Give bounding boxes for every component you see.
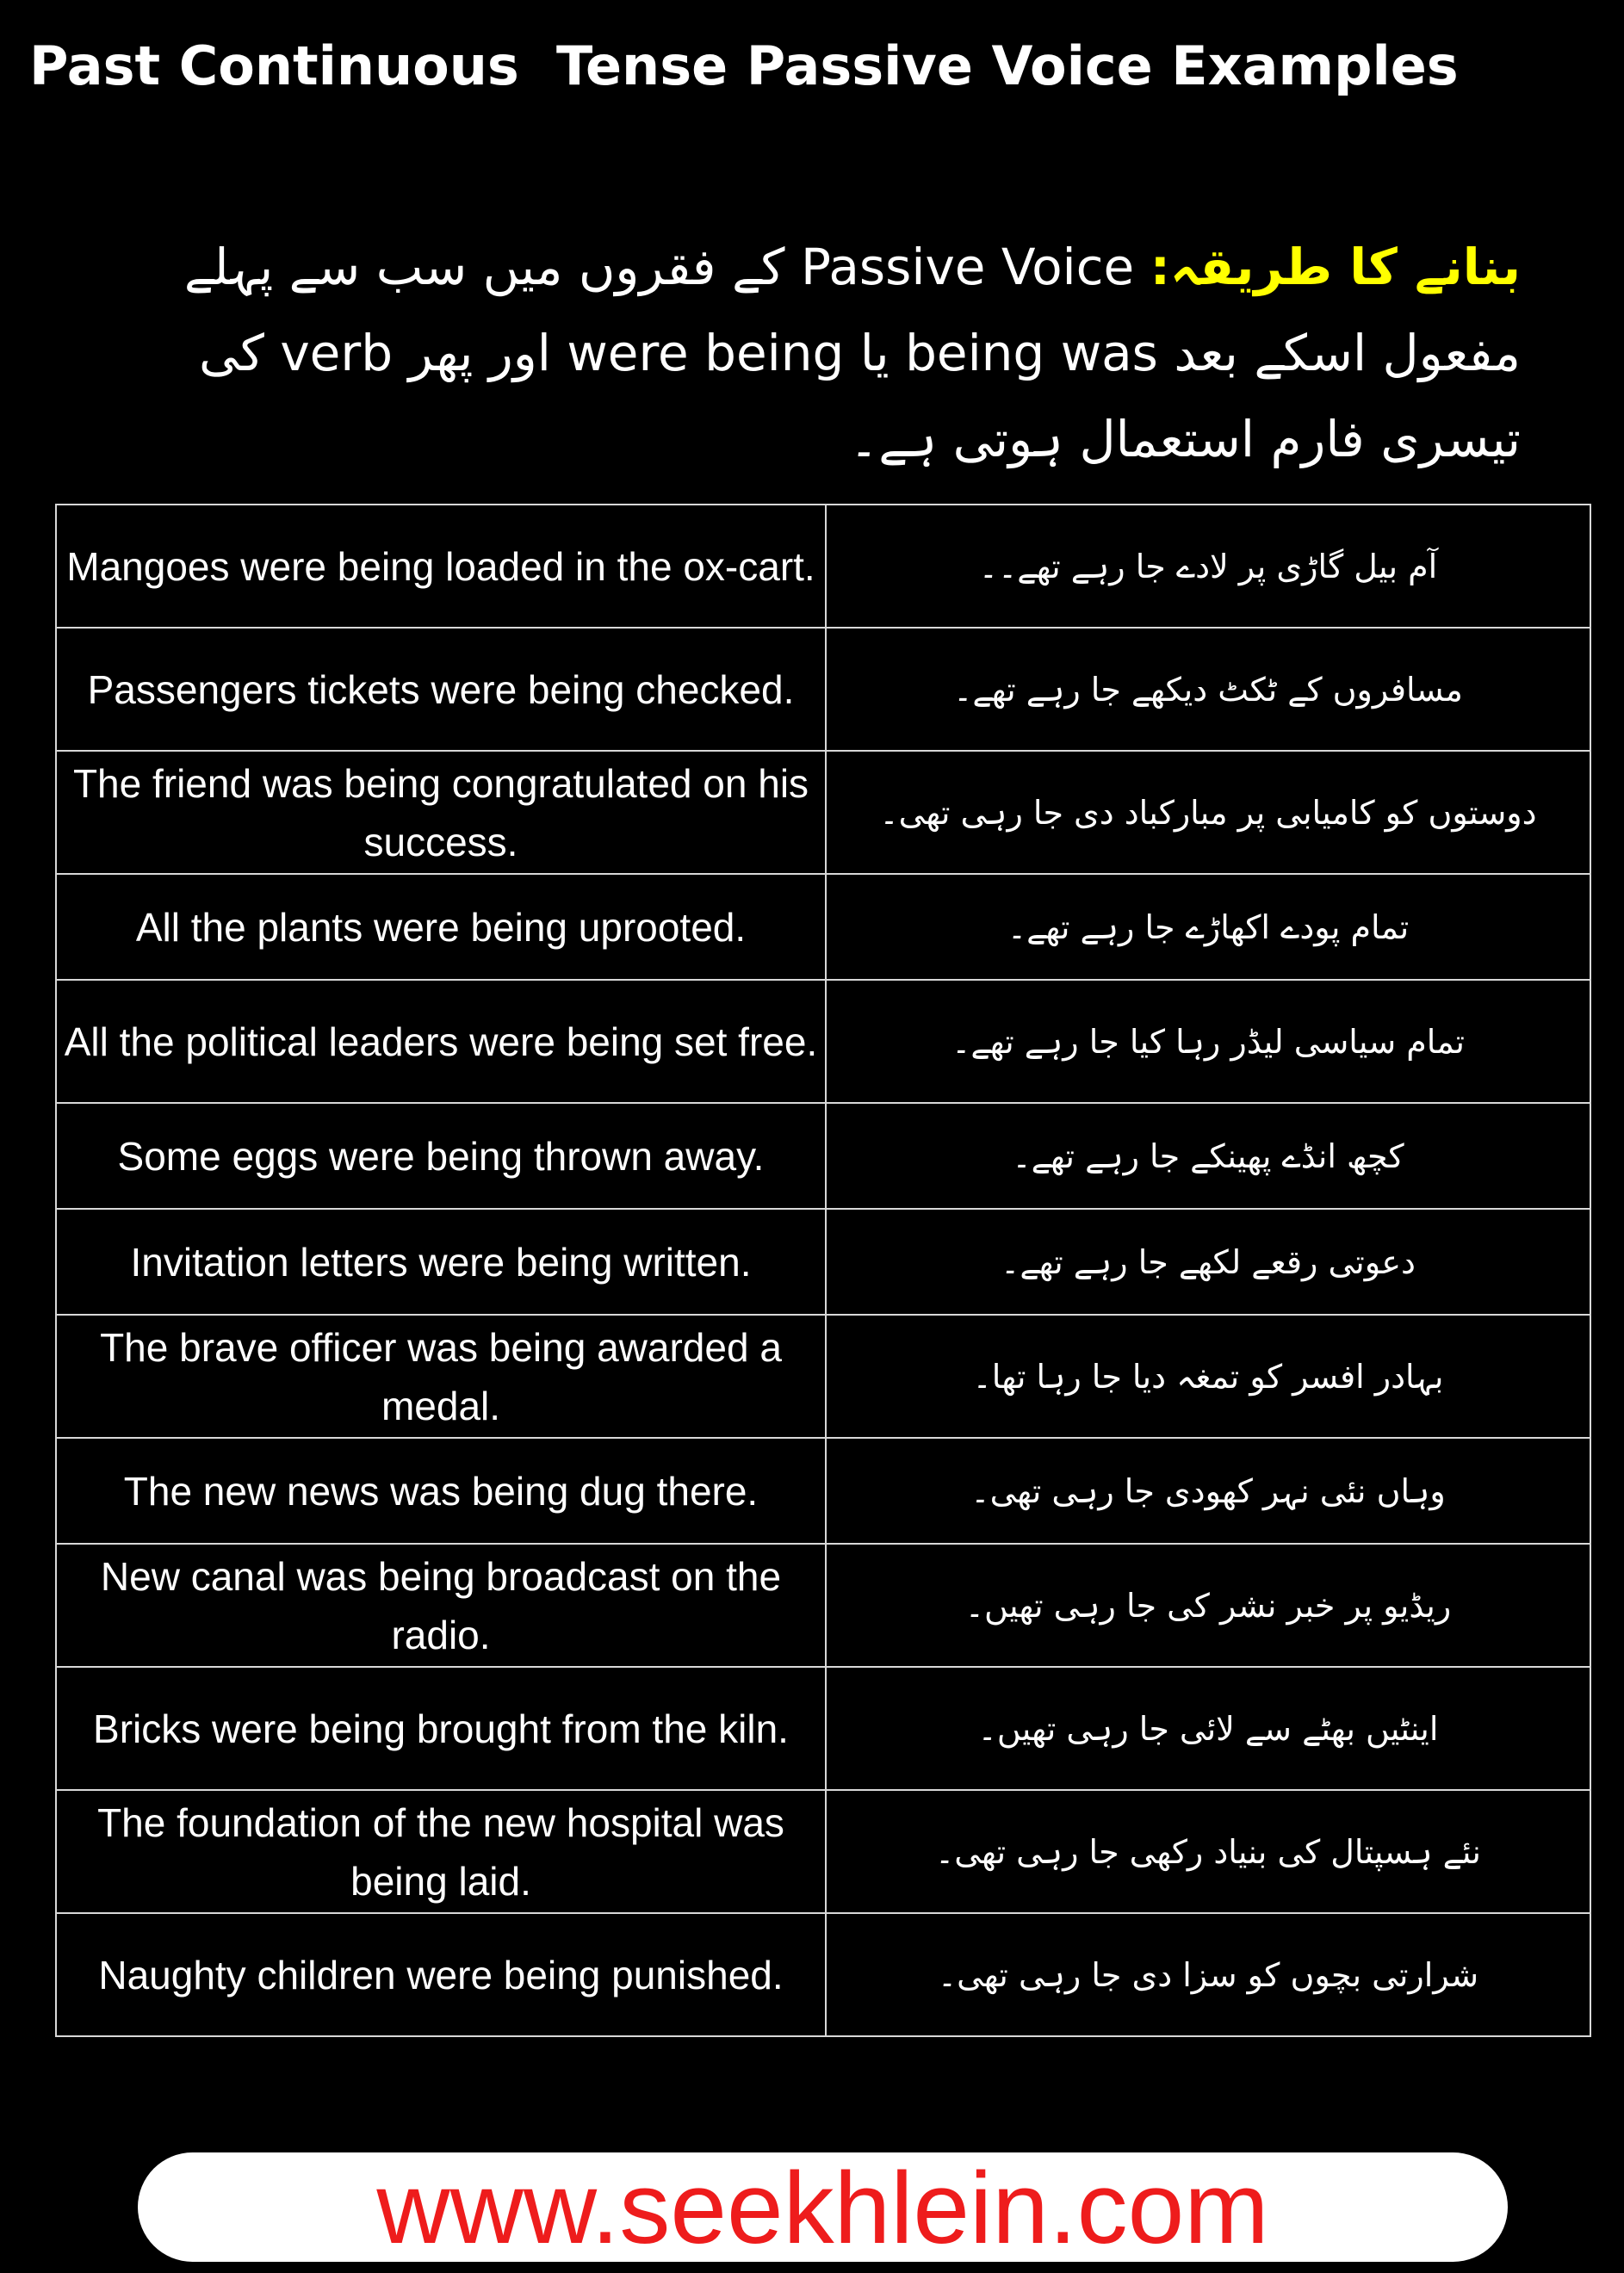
urdu-translation: آم بیل گاڑی پر لادے جا رہے تھے۔۔ <box>826 505 1590 628</box>
urdu-translation: دعوتی رقعے لکھے جا رہے تھے۔ <box>826 1209 1590 1315</box>
urdu-translation: بہادر افسر کو تمغہ دیا جا رہا تھا۔ <box>826 1315 1590 1438</box>
english-sentence: Invitation letters were being written. <box>56 1209 826 1315</box>
formation-rule-text: Passive Voice کے فقروں میں سب سے پہلے مفعول اسکے بعد being was یا were being اور پھر verb کی تیسری فارم استعمال ہوتی ہے۔ <box>183 238 1521 468</box>
english-sentence: New canal was being broadcast on the radio. <box>56 1544 826 1667</box>
urdu-translation: اینٹیں بھٹے سے لائی جا رہی تھیں۔ <box>826 1667 1590 1790</box>
examples-table <box>55 504 1591 2037</box>
table-row <box>56 1790 1590 1913</box>
table-row <box>56 1913 1590 2036</box>
urdu-translation: شرارتی بچوں کو سزا دی جا رہی تھی۔ <box>826 1913 1590 2036</box>
formation-rule <box>52 224 1521 482</box>
table-row <box>56 1667 1590 1790</box>
english-sentence: All the political leaders were being set free. <box>56 980 826 1103</box>
table-row <box>56 1438 1590 1544</box>
english-sentence: The foundation of the new hospital was being laid. <box>56 1790 826 1913</box>
urdu-translation: تمام پودے اکھاڑے جا رہے تھے۔ <box>826 874 1590 980</box>
english-sentence: The brave officer was being awarded a medal. <box>56 1315 826 1438</box>
english-sentence: Some eggs were being thrown away. <box>56 1103 826 1209</box>
urdu-translation: دوستوں کو کامیابی پر مبارکباد دی جا رہی تھی۔ <box>826 751 1590 874</box>
english-sentence: Naughty children were being punished. <box>56 1913 826 2036</box>
formation-rule-label: بنانے کا طریقہ: <box>1150 238 1521 296</box>
table-row <box>56 1103 1590 1209</box>
table-row <box>56 1209 1590 1315</box>
urdu-translation: تمام سیاسی لیڈر رہا کیا جا رہے تھے۔ <box>826 980 1590 1103</box>
urdu-translation: نئے ہسپتال کی بنیاد رکھی جا رہی تھی۔ <box>826 1790 1590 1913</box>
english-sentence: All the plants were being uprooted. <box>56 874 826 980</box>
urdu-translation: کچھ انڈے پھینکے جا رہے تھے۔ <box>826 1103 1590 1209</box>
website-banner[interactable]: www.seekhlein.com <box>138 2152 1508 2262</box>
urdu-translation: وہاں نئی نہر کھودی جا رہی تھی۔ <box>826 1438 1590 1544</box>
table-row <box>56 1544 1590 1667</box>
urdu-translation: مسافروں کے ٹکٹ دیکھے جا رہے تھے۔ <box>826 628 1590 751</box>
table-row <box>56 874 1590 980</box>
english-sentence: Passengers tickets were being checked. <box>56 628 826 751</box>
english-sentence: Mangoes were being loaded in the ox-cart. <box>56 505 826 628</box>
english-sentence: Bricks were being brought from the kiln. <box>56 1667 826 1790</box>
table-row <box>56 980 1590 1103</box>
urdu-translation: ریڈیو پر خبر نشر کی جا رہی تھیں۔ <box>826 1544 1590 1667</box>
english-sentence: The friend was being congratulated on his success. <box>56 751 826 874</box>
table-row <box>56 505 1590 628</box>
table-row <box>56 751 1590 874</box>
table-row <box>56 628 1590 751</box>
table-row <box>56 1315 1590 1438</box>
page-title: Past Continuous Tense Passive Voice Examples <box>29 34 1459 97</box>
english-sentence: The new news was being dug there. <box>56 1438 826 1544</box>
